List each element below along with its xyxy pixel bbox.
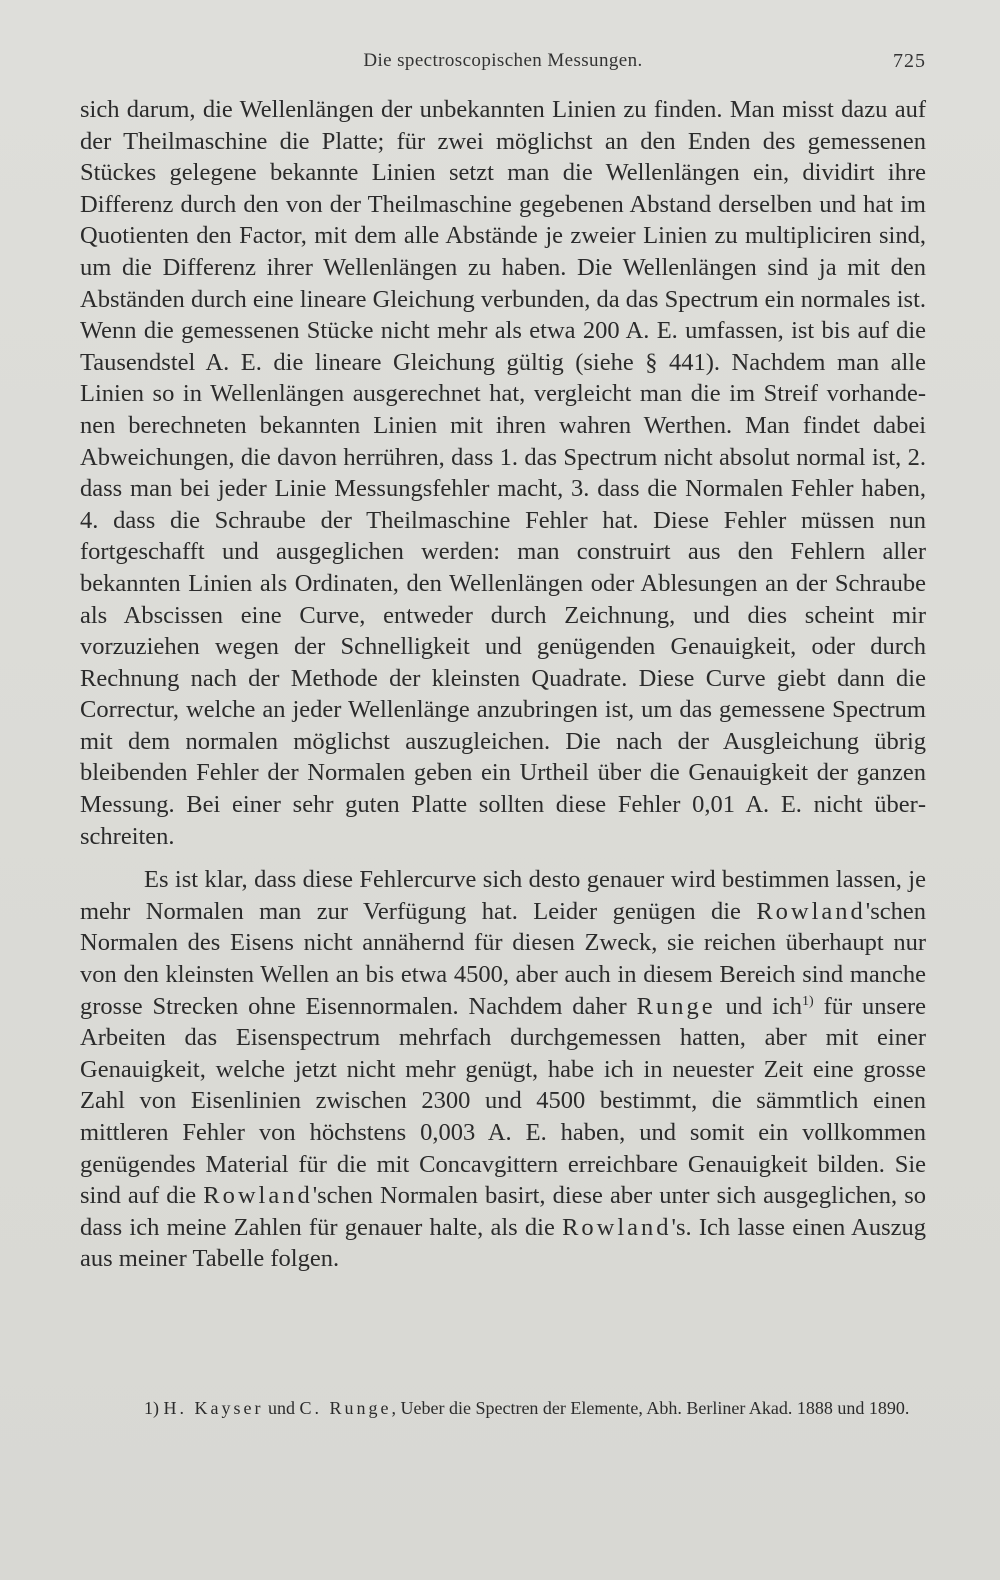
paragraph-2-text-5: 'schen Normalen basirt, diese aber unter sich ausgeglichen, so dass ich meine Zahlen für genauer halte, als die bbox=[80, 1182, 926, 1241]
author-name-runge: Runge bbox=[636, 992, 716, 1020]
paragraph-2-text-2: 'schen Normalen des Eisens nicht annähernd für diesen Zweck, sie reichen überhaupt nur von den kleinsten Wellen an bis etwa 4500, aber auch in diesem Bereich sind manche grosse Strecken ohne Eisennormalen. Nachdem daher bbox=[80, 897, 926, 1020]
paragraph-1: sich darum, die Wellenlängen der unbekannten Linien zu finden. Man misst dazu auf der Theilmaschine die Platte; für zwei möglichst an den Enden des gemessenen Stückes gelegene bekannte Linien setzt man die Wellenlängen ein, dividirt ihre Differenz durch den von der Theilmaschine gegebenen Abstand derselben und hat im Quotienten den Factor, mit dem alle Abstände je zweier Linien zu multipliciren sind, um die Differenz ihrer Wellenlängen zu haben. Die Wellenlängen sind ja mit den Abständen durch eine lineare Gleichung verbunden, da das Spectrum ein normales ist. Wenn die gemessenen Stücke nicht mehr als etwa 200 A. E. umfassen, ist bis auf die Tausendstel A. E. die lineare Gleichung gültig (siehe § 441). Nachdem man alle Linien so in Wellenlängen ausgerechnet hat, vergleicht man die im Streif vorhandenen berechneten bekannten Linien mit ihren wahren Werthen. Man findet dabei Abweichungen, die davon herrühren, dass 1. das Spectrum nicht absolut normal ist, 2. dass man bei jeder Linie Messungsfehler macht, 3. dass die Normalen Fehler haben, 4. dass die Schraube der Theilmaschine Fehler hat. Diese Fehler müssen nun fortgeschafft und ausgeglichen werden: man construirt aus den Fehlern aller bekannten Linien als Ordinaten, den Wellenlängen oder Ablesungen an der Schraube als Abscissen eine Curve, entweder durch Zeichnung, und dies scheint mir vorzuziehen wegen der Schnelligkeit und genügenden Genauigkeit, oder durch Rechnung nach der Methode der kleinsten Quadrate. Diese Curve giebt dann die Correctur, welche an jeder Wellenlänge anzubringen ist, um das gemessene Spectrum mit dem normalen möglichst auszugleichen. Die nach der Ausgleichung übrig bleibenden Fehler der Normalen geben ein Urtheil über die Genauigkeit der ganzen Messung. Bei einer sehr guten Platte sollten diese Fehler 0,01 A. E. nicht überschreiten. bbox=[80, 96, 926, 850]
paragraph-2 bbox=[80, 864, 926, 1275]
footnote bbox=[80, 1393, 926, 1423]
footnote-connector: und bbox=[263, 1398, 300, 1418]
paragraph-2-text-4: für unsere Arbeiten das Eisenspectrum mehrfach durchgemessen hatten, aber mit einer Genauigkeit, welche jetzt nicht mehr genügt, habe ich in neuester Zeit eine grosse Zahl von Eisenlinien zwischen 2300 und 4500 bestimmt, die sämmtlich einen mittleren Fehler von höchstens 0,003 A. E. haben, und somit ein vollkommen genügendes Material für die mit Concavgittern erreichbare Genauigkeit bilden. Sie sind auf die bbox=[80, 992, 926, 1210]
author-name-rowland: Rowland bbox=[756, 897, 866, 925]
footnote-author-kayser: H. Kayser bbox=[163, 1398, 264, 1418]
paragraph-2-text-6: 's. Ich lasse einen Auszug aus meiner Tabelle folgen. bbox=[80, 1213, 926, 1273]
footnote-text bbox=[80, 1393, 926, 1423]
footnote-marker: 1) bbox=[144, 1398, 164, 1418]
footnote-reference: 1) bbox=[802, 993, 814, 1009]
author-name-rowland: Rowland bbox=[562, 1213, 672, 1241]
paragraph-2-text-3: und ich bbox=[715, 992, 803, 1020]
page-number: 725 bbox=[893, 50, 926, 72]
footnote-citation: , Ueber die Spectren der Elemente, Abh. Berliner Akad. 1888 und 1890. bbox=[391, 1398, 910, 1418]
main-text bbox=[80, 94, 926, 1275]
footnote-author-runge: C. Runge bbox=[299, 1398, 392, 1418]
author-name-rowland: Rowland bbox=[203, 1182, 313, 1210]
running-title: Die spectroscopischen Messungen. bbox=[363, 50, 643, 71]
running-header bbox=[80, 50, 926, 78]
paragraph-2-text-1: Es ist klar, dass diese Fehlercurve sich desto genauer wird bestimmen lassen, je mehr Normalen man zur Verfügung hat. Leider genügen die bbox=[80, 866, 926, 925]
